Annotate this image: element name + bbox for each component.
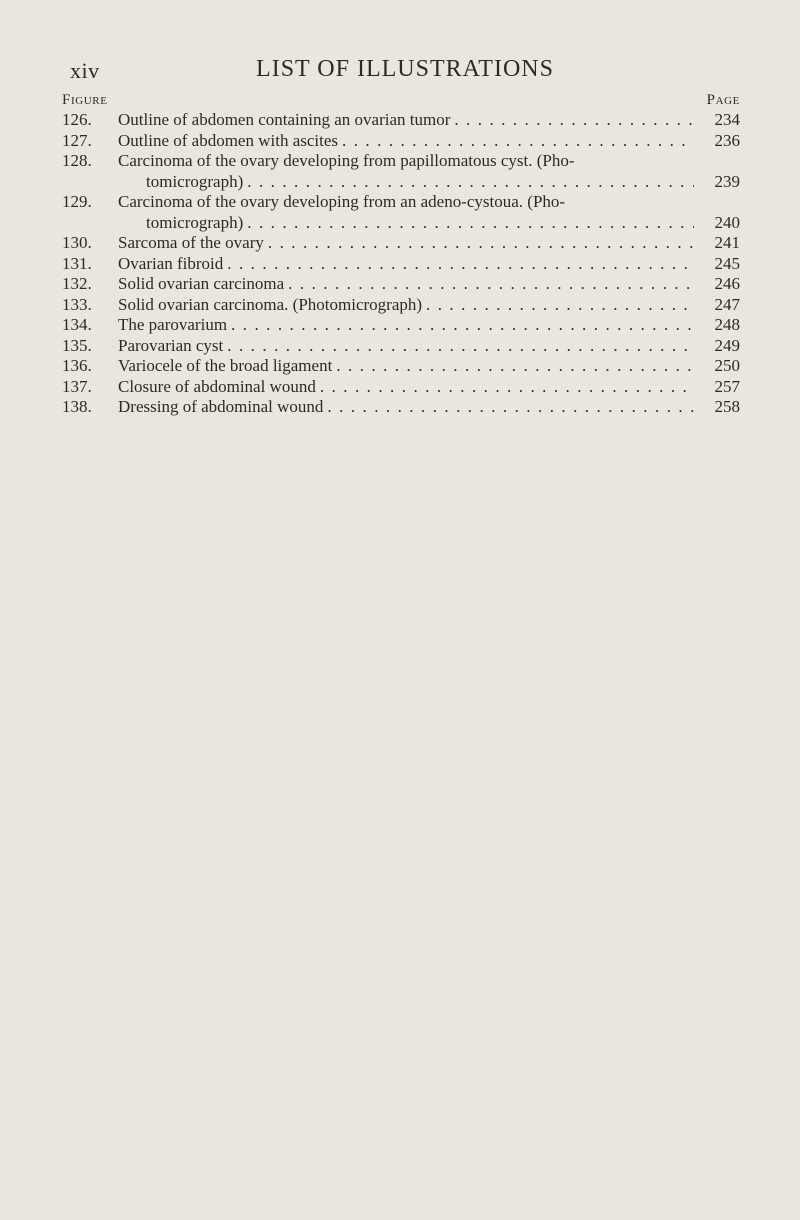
dot-leader [336,356,694,377]
page-reference: 258 [714,397,740,416]
caption-line [118,336,740,357]
caption-text: Outline of abdomen with ascites [118,130,339,150]
caption-line [118,397,740,418]
caption-line [118,274,740,295]
entry-caption [118,356,740,377]
entry-caption [118,151,740,192]
caption-text: Sarcoma of the ovary [118,233,264,252]
caption-text: Variocele of the broad ligament [118,356,333,375]
caption-line [118,213,740,234]
page-reference: 249 [714,335,740,355]
entry-caption [118,192,740,233]
dot-leader [426,295,694,316]
page-reference: 236 [714,130,740,150]
page-reference: 234 [714,110,740,129]
caption-line [118,356,740,377]
dot-leader [227,254,694,275]
dot-leader [320,377,694,398]
caption-text: Carcinoma of the ovary developing from an adeno-cystoua. (Pho- [118,192,566,211]
dot-leader [342,131,694,152]
figure-column-heading: Figure [62,92,108,108]
dot-leader [247,213,694,234]
page-reference: 246 [714,274,740,293]
figure-number: 137. [62,376,92,396]
list-item [62,254,740,275]
entry-caption [118,110,740,131]
caption-line [118,377,740,398]
figure-number: 135. [62,335,92,355]
page-reference: 248 [714,315,740,334]
list-item [62,397,740,418]
entry-caption [118,377,740,398]
caption-text: Dressing of abdominal wound [118,397,324,416]
page-reference: 241 [714,233,740,252]
entry-caption [118,254,740,275]
caption-line [118,315,740,336]
caption-line [118,151,740,172]
list-item [62,110,740,131]
figure-number: 132. [62,274,92,293]
entry-caption [118,397,740,418]
entry-caption [118,336,740,357]
figure-number: 130. [62,233,92,252]
figure-number: 131. [62,253,92,273]
entry-caption [118,233,740,254]
caption-text: Solid ovarian carcinoma [118,274,285,293]
list-item [62,295,740,316]
dot-leader [454,110,694,131]
list-item [62,192,740,233]
list-item [62,377,740,398]
list-item [62,356,740,377]
page-reference: 250 [714,356,740,375]
caption-text: Solid ovarian carcinoma. (Photomicrograph) [118,294,423,314]
caption-text: Carcinoma of the ovary developing from papillomatous cyst. (Pho- [118,151,575,170]
list-item [62,274,740,295]
list-item [62,131,740,152]
caption-line [118,192,740,213]
list-item [62,315,740,336]
caption-text: Closure of abdominal wound [118,376,316,396]
figure-number: 138. [62,397,92,416]
list-item [62,336,740,357]
caption-line [118,131,740,152]
caption-line [118,110,740,131]
illustration-list [62,110,740,418]
caption-text: Outline of abdomen containing an ovarian tumor [118,110,451,129]
caption-text: tomicrograph) [146,171,244,191]
list-item [62,233,740,254]
figure-number: 134. [62,315,92,334]
dot-leader [231,315,694,336]
entry-caption [118,274,740,295]
page-reference: 257 [714,376,740,396]
caption-text: The parovarium [118,315,228,334]
dot-leader [288,274,694,295]
caption-text: Ovarian fibroid [118,253,224,273]
figure-number: 129. [62,192,92,211]
entry-caption [118,315,740,336]
figure-number: 126. [62,110,92,129]
figure-number: 136. [62,356,92,375]
figure-number: 133. [62,294,92,314]
dot-leader [327,397,694,418]
caption-text: tomicrograph) [146,212,244,232]
dot-leader [247,172,694,193]
figure-number: 127. [62,130,92,150]
caption-line [118,295,740,316]
dot-leader [268,233,694,254]
entry-caption [118,295,740,316]
page-reference: 245 [714,253,740,273]
caption-line [118,172,740,193]
dot-leader [227,336,694,357]
caption-line [118,233,740,254]
figure-number: 128. [62,151,92,170]
entry-caption [118,131,740,152]
list-item [62,151,740,192]
page-reference: 240 [714,212,740,232]
page-number: xiv [70,58,100,83]
page-column-heading: Page [706,92,740,108]
page-reference: 247 [714,294,740,314]
caption-text: Parovarian cyst [118,335,224,355]
caption-line [118,254,740,275]
page-header [70,56,740,90]
page-reference: 239 [714,171,740,191]
page-title: LIST OF ILLUSTRATIONS [256,56,554,82]
